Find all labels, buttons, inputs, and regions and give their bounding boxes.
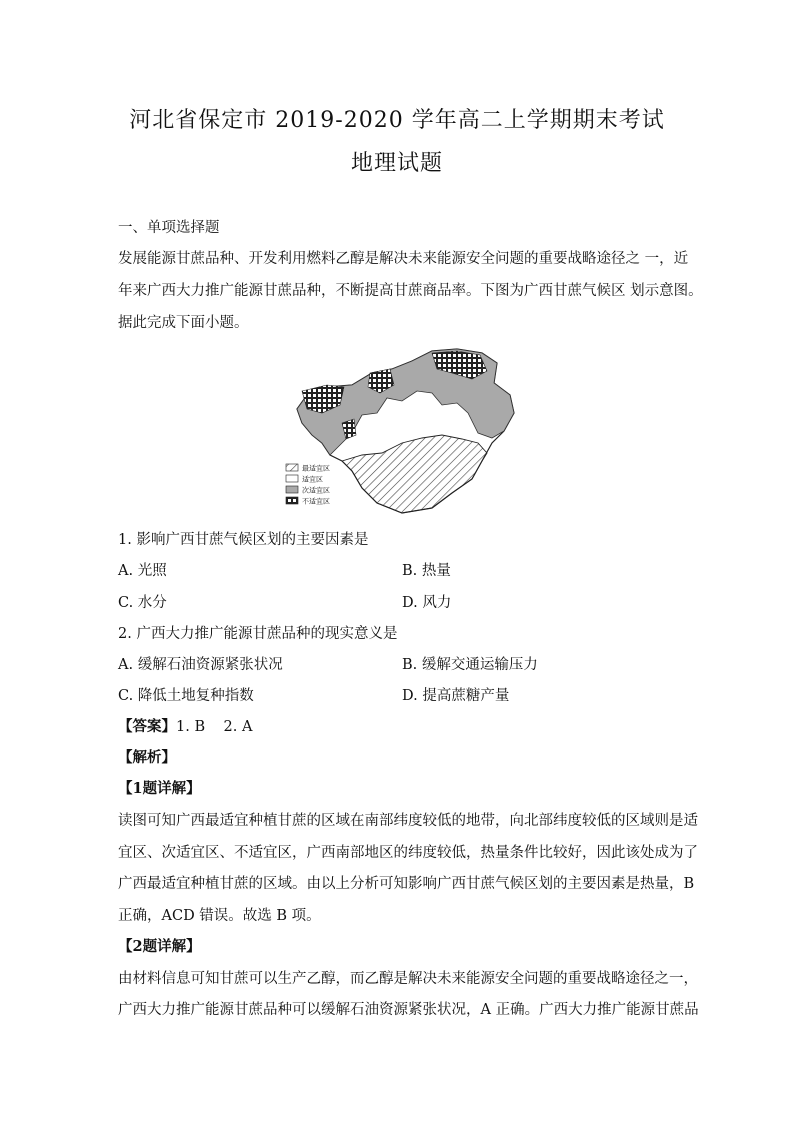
answer-value: 1. B 2. A [176, 719, 253, 735]
answer-label: 【答案】 [118, 718, 176, 735]
question-1-stem: 1. 影响广西甘蔗气候区划的主要因素是 [118, 532, 369, 548]
q1-analysis-line-1: 读图可知广西最适宜种植甘蔗的区域在南部纬度较低的地带，向北部纬度较低的区域则是适 [118, 813, 698, 829]
q2-option-b: B. 缓解交通运输压力 [402, 657, 538, 673]
q1-option-c: C. 水分 [118, 595, 167, 611]
legend-suitable: 适宜区 [302, 475, 323, 484]
document-subtitle: 地理试题 [350, 151, 443, 176]
q1-analysis-line-2: 宜区、次适宜区、不适宜区，广西南部地区的纬度较低，热量条件比较好，因此该处成为了 [118, 845, 698, 861]
q1-analysis-label: 【1题详解】 [118, 780, 201, 797]
intro-line-3: 据此完成下面小题。 [118, 315, 249, 331]
map-legend [286, 464, 330, 506]
intro-line-1: 发展能源甘蔗品种、开发利用燃料乙醇是解决未来能源安全问题的重要战略途径之 一，近 [118, 251, 689, 267]
question-2-stem: 2. 广西大力推广能源甘蔗品种的现实意义是 [118, 626, 398, 642]
q2-analysis-label: 【2题详解】 [118, 938, 201, 955]
q2-analysis-line-1: 由材料信息可知甘蔗可以生产乙醇，而乙醇是解决未来能源安全问题的重要战略途径之一， [118, 971, 698, 987]
guangxi-sugarcane-climate-map [282, 343, 522, 518]
legend-sub-suitable: 次适宜区 [302, 486, 330, 495]
q1-analysis-line-4: 正确，ACD 错误。故选 B 项。 [118, 908, 321, 924]
section-heading: 一、单项选择题 [118, 220, 220, 236]
legend-unsuitable: 不适宜区 [302, 497, 330, 506]
q1-option-b: B. 热量 [402, 563, 451, 579]
legend-best: 最适宜区 [302, 464, 330, 473]
q1-option-a: A. 光照 [118, 563, 167, 579]
q1-analysis-line-3: 广西最适宜种植甘蔗的区域。由以上分析可知影响广西甘蔗气候区划的主要因素是热量，B [118, 876, 695, 892]
intro-line-2: 年来广西大力推广能源甘蔗品种，不断提高甘蔗商品率。下图为广西甘蔗气候区 划示意图。 [118, 283, 703, 299]
q2-option-d: D. 提高蔗糖产量 [402, 688, 510, 704]
q2-analysis-line-2: 广西大力推广能源甘蔗品种可以缓解石油资源紧张状况，A 正确。广西大力推广能源甘蔗品 [118, 1002, 699, 1018]
answer-line [118, 717, 678, 737]
document-title: 河北省保定市 2019-2020 学年高二上学期期末考试 [129, 108, 665, 133]
q2-option-a: A. 缓解石油资源紧张状况 [118, 657, 283, 673]
q2-option-c: C. 降低土地复种指数 [118, 688, 254, 704]
q1-option-d: D. 风力 [402, 595, 452, 611]
analysis-label: 【解析】 [118, 749, 176, 766]
